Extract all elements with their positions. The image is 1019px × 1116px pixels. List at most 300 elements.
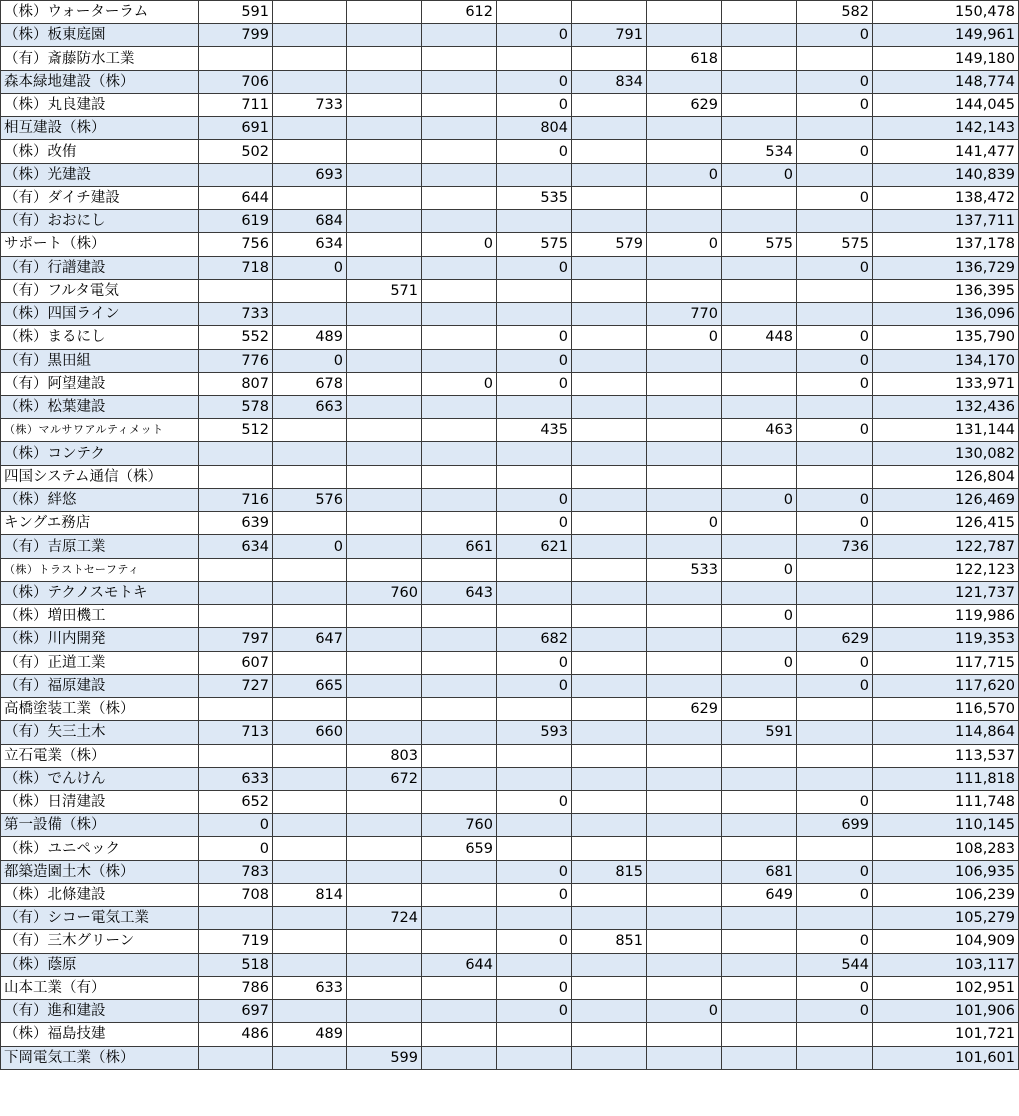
table-row bbox=[1, 395, 1019, 418]
score-cell bbox=[422, 674, 497, 697]
score-cell bbox=[273, 651, 347, 674]
score-cell: 619 bbox=[199, 210, 273, 233]
score-cell bbox=[199, 279, 273, 302]
score-cell: 575 bbox=[497, 233, 572, 256]
score-cell bbox=[647, 837, 722, 860]
company-name-cell: （有）阿望建設 bbox=[1, 372, 199, 395]
score-cell bbox=[647, 953, 722, 976]
total-cell: 131,144 bbox=[873, 419, 1019, 442]
score-cell bbox=[273, 605, 347, 628]
score-cell: 534 bbox=[722, 140, 797, 163]
score-cell: 533 bbox=[647, 558, 722, 581]
company-name-cell: （株）北條建設 bbox=[1, 883, 199, 906]
score-cell bbox=[722, 837, 797, 860]
score-cell bbox=[347, 210, 422, 233]
score-cell bbox=[347, 721, 422, 744]
score-cell: 760 bbox=[422, 814, 497, 837]
score-cell: 0 bbox=[497, 24, 572, 47]
score-cell bbox=[347, 512, 422, 535]
score-cell: 0 bbox=[722, 605, 797, 628]
score-cell bbox=[647, 1023, 722, 1046]
total-cell: 101,906 bbox=[873, 1000, 1019, 1023]
score-cell bbox=[572, 395, 647, 418]
score-cell: 0 bbox=[797, 651, 873, 674]
company-name-cell: 第一設備（株） bbox=[1, 814, 199, 837]
table-row bbox=[1, 186, 1019, 209]
score-cell: 621 bbox=[497, 535, 572, 558]
company-name-cell: （株）松葉建設 bbox=[1, 395, 199, 418]
company-name-cell: （有）進和建設 bbox=[1, 1000, 199, 1023]
score-cell bbox=[722, 24, 797, 47]
score-cell bbox=[422, 326, 497, 349]
score-cell bbox=[797, 210, 873, 233]
score-cell: 770 bbox=[647, 303, 722, 326]
score-cell bbox=[797, 767, 873, 790]
score-cell: 512 bbox=[199, 419, 273, 442]
score-cell bbox=[497, 47, 572, 70]
score-cell bbox=[647, 70, 722, 93]
score-cell: 678 bbox=[273, 372, 347, 395]
score-cell: 0 bbox=[497, 976, 572, 999]
score-cell: 0 bbox=[497, 860, 572, 883]
total-cell: 133,971 bbox=[873, 372, 1019, 395]
score-cell: 489 bbox=[273, 1023, 347, 1046]
total-cell: 119,353 bbox=[873, 628, 1019, 651]
score-cell bbox=[797, 163, 873, 186]
score-cell bbox=[347, 883, 422, 906]
total-cell: 141,477 bbox=[873, 140, 1019, 163]
score-cell: 660 bbox=[273, 721, 347, 744]
score-cell bbox=[273, 907, 347, 930]
score-cell: 0 bbox=[497, 70, 572, 93]
score-cell bbox=[273, 419, 347, 442]
score-cell bbox=[347, 24, 422, 47]
score-cell: 0 bbox=[497, 1000, 572, 1023]
score-cell bbox=[797, 465, 873, 488]
score-cell: 665 bbox=[273, 674, 347, 697]
score-cell bbox=[422, 767, 497, 790]
total-cell: 137,178 bbox=[873, 233, 1019, 256]
total-cell: 149,961 bbox=[873, 24, 1019, 47]
score-cell: 634 bbox=[273, 233, 347, 256]
score-cell: 576 bbox=[273, 488, 347, 511]
company-name-cell: （有）行譜建設 bbox=[1, 256, 199, 279]
total-cell: 105,279 bbox=[873, 907, 1019, 930]
score-cell: 786 bbox=[199, 976, 273, 999]
company-name-cell: （株）マルサワアルティメット bbox=[1, 419, 199, 442]
score-cell bbox=[572, 883, 647, 906]
score-cell: 0 bbox=[797, 70, 873, 93]
score-cell bbox=[572, 326, 647, 349]
score-cell bbox=[797, 303, 873, 326]
score-cell bbox=[199, 907, 273, 930]
table-row bbox=[1, 372, 1019, 395]
total-cell: 103,117 bbox=[873, 953, 1019, 976]
score-cell bbox=[347, 488, 422, 511]
score-cell bbox=[722, 303, 797, 326]
company-name-cell: 相互建設（株） bbox=[1, 117, 199, 140]
score-cell: 579 bbox=[572, 233, 647, 256]
score-cell: 435 bbox=[497, 419, 572, 442]
score-cell bbox=[647, 907, 722, 930]
table-row bbox=[1, 907, 1019, 930]
score-cell bbox=[797, 698, 873, 721]
score-cell: 0 bbox=[497, 372, 572, 395]
score-cell bbox=[572, 767, 647, 790]
score-cell: 0 bbox=[722, 163, 797, 186]
score-cell bbox=[647, 1, 722, 24]
score-cell bbox=[422, 721, 497, 744]
score-cell: 0 bbox=[497, 930, 572, 953]
score-cell bbox=[422, 395, 497, 418]
score-cell bbox=[572, 744, 647, 767]
table-row bbox=[1, 767, 1019, 790]
score-cell: 815 bbox=[572, 860, 647, 883]
table-row bbox=[1, 721, 1019, 744]
table-row bbox=[1, 1000, 1019, 1023]
total-cell: 136,096 bbox=[873, 303, 1019, 326]
company-name-cell: （有）斎藤防水工業 bbox=[1, 47, 199, 70]
score-cell bbox=[422, 210, 497, 233]
total-cell: 114,864 bbox=[873, 721, 1019, 744]
score-cell bbox=[347, 1023, 422, 1046]
company-name-cell: （有）吉原工業 bbox=[1, 535, 199, 558]
score-cell: 643 bbox=[422, 581, 497, 604]
company-name-cell: （株）コンテク bbox=[1, 442, 199, 465]
table-row bbox=[1, 1046, 1019, 1069]
score-cell bbox=[647, 605, 722, 628]
score-cell bbox=[497, 767, 572, 790]
company-name-cell: （株）丸良建設 bbox=[1, 93, 199, 116]
table-row bbox=[1, 674, 1019, 697]
score-cell bbox=[647, 488, 722, 511]
total-cell: 140,839 bbox=[873, 163, 1019, 186]
company-name-cell: （株）日清建設 bbox=[1, 790, 199, 813]
score-cell: 544 bbox=[797, 953, 873, 976]
table-row bbox=[1, 698, 1019, 721]
score-cell bbox=[647, 628, 722, 651]
table-row bbox=[1, 93, 1019, 116]
score-cell: 639 bbox=[199, 512, 273, 535]
score-cell bbox=[722, 1, 797, 24]
score-cell bbox=[572, 907, 647, 930]
score-cell bbox=[347, 47, 422, 70]
total-cell: 111,818 bbox=[873, 767, 1019, 790]
score-cell bbox=[422, 442, 497, 465]
score-cell bbox=[647, 930, 722, 953]
score-cell bbox=[347, 814, 422, 837]
score-cell bbox=[422, 47, 497, 70]
score-cell: 716 bbox=[199, 488, 273, 511]
total-cell: 102,951 bbox=[873, 976, 1019, 999]
score-cell: 607 bbox=[199, 651, 273, 674]
score-cell bbox=[797, 117, 873, 140]
score-cell bbox=[273, 442, 347, 465]
score-cell: 0 bbox=[797, 790, 873, 813]
score-cell bbox=[572, 93, 647, 116]
table-row bbox=[1, 419, 1019, 442]
score-cell: 0 bbox=[797, 488, 873, 511]
score-cell bbox=[347, 117, 422, 140]
score-cell bbox=[572, 372, 647, 395]
score-cell bbox=[722, 465, 797, 488]
score-cell: 0 bbox=[647, 163, 722, 186]
score-cell bbox=[422, 651, 497, 674]
table-row bbox=[1, 349, 1019, 372]
score-cell bbox=[647, 24, 722, 47]
company-name-cell: （有）福原建設 bbox=[1, 674, 199, 697]
score-cell bbox=[647, 651, 722, 674]
score-cell bbox=[347, 303, 422, 326]
score-cell bbox=[422, 349, 497, 372]
score-cell bbox=[422, 976, 497, 999]
score-cell bbox=[347, 1000, 422, 1023]
score-cell bbox=[497, 1046, 572, 1069]
score-cell: 799 bbox=[199, 24, 273, 47]
score-cell: 733 bbox=[273, 93, 347, 116]
score-cell bbox=[273, 581, 347, 604]
score-cell bbox=[273, 744, 347, 767]
score-cell bbox=[273, 465, 347, 488]
score-cell bbox=[572, 1023, 647, 1046]
score-cell: 593 bbox=[497, 721, 572, 744]
score-cell: 0 bbox=[797, 976, 873, 999]
score-cell bbox=[647, 419, 722, 442]
score-cell bbox=[497, 163, 572, 186]
score-cell: 0 bbox=[497, 326, 572, 349]
score-cell bbox=[199, 1046, 273, 1069]
score-cell bbox=[347, 953, 422, 976]
total-cell: 137,711 bbox=[873, 210, 1019, 233]
score-cell: 713 bbox=[199, 721, 273, 744]
score-cell bbox=[647, 256, 722, 279]
score-cell: 0 bbox=[497, 651, 572, 674]
score-cell bbox=[722, 442, 797, 465]
table-row bbox=[1, 558, 1019, 581]
table-row bbox=[1, 279, 1019, 302]
score-cell bbox=[722, 814, 797, 837]
score-cell bbox=[273, 303, 347, 326]
score-cell bbox=[722, 47, 797, 70]
score-cell bbox=[422, 1000, 497, 1023]
score-cell: 727 bbox=[199, 674, 273, 697]
score-cell: 0 bbox=[797, 93, 873, 116]
total-cell: 122,123 bbox=[873, 558, 1019, 581]
score-cell bbox=[347, 790, 422, 813]
score-cell bbox=[647, 976, 722, 999]
company-name-cell: 立石電業（株） bbox=[1, 744, 199, 767]
score-cell bbox=[422, 303, 497, 326]
score-cell: 0 bbox=[797, 419, 873, 442]
score-cell bbox=[572, 790, 647, 813]
score-cell bbox=[647, 395, 722, 418]
score-cell: 0 bbox=[647, 1000, 722, 1023]
score-cell bbox=[572, 256, 647, 279]
score-cell bbox=[422, 140, 497, 163]
total-cell: 126,415 bbox=[873, 512, 1019, 535]
company-name-cell: （株）四国ライン bbox=[1, 303, 199, 326]
company-name-cell: （有）黒田組 bbox=[1, 349, 199, 372]
company-name-cell: （株）増田機工 bbox=[1, 605, 199, 628]
score-cell bbox=[647, 349, 722, 372]
score-cell: 591 bbox=[722, 721, 797, 744]
score-cell: 575 bbox=[722, 233, 797, 256]
score-cell: 0 bbox=[497, 790, 572, 813]
score-cell: 571 bbox=[347, 279, 422, 302]
company-name-cell: （有）ダイチ建設 bbox=[1, 186, 199, 209]
score-cell: 0 bbox=[722, 558, 797, 581]
score-cell: 0 bbox=[273, 349, 347, 372]
table-row bbox=[1, 326, 1019, 349]
company-name-cell: 下岡電気工業（株） bbox=[1, 1046, 199, 1069]
score-cell: 691 bbox=[199, 117, 273, 140]
score-cell bbox=[797, 442, 873, 465]
company-name-cell: （株）光建設 bbox=[1, 163, 199, 186]
score-cell bbox=[647, 581, 722, 604]
score-cell bbox=[722, 976, 797, 999]
score-cell bbox=[572, 605, 647, 628]
score-cell bbox=[647, 372, 722, 395]
score-cell bbox=[797, 837, 873, 860]
score-cell bbox=[422, 117, 497, 140]
score-cell: 851 bbox=[572, 930, 647, 953]
score-cell bbox=[273, 837, 347, 860]
score-cell bbox=[572, 488, 647, 511]
company-name-cell: 高橋塗装工業（株） bbox=[1, 698, 199, 721]
score-cell bbox=[497, 442, 572, 465]
score-cell: 644 bbox=[199, 186, 273, 209]
score-cell bbox=[797, 721, 873, 744]
company-name-cell: （株）福島技建 bbox=[1, 1023, 199, 1046]
table-row bbox=[1, 140, 1019, 163]
score-cell: 724 bbox=[347, 907, 422, 930]
score-cell: 661 bbox=[422, 535, 497, 558]
score-cell: 0 bbox=[497, 256, 572, 279]
total-cell: 142,143 bbox=[873, 117, 1019, 140]
table-row bbox=[1, 1, 1019, 24]
score-cell bbox=[497, 698, 572, 721]
score-cell: 718 bbox=[199, 256, 273, 279]
score-cell: 629 bbox=[797, 628, 873, 651]
score-cell bbox=[273, 512, 347, 535]
score-cell bbox=[273, 953, 347, 976]
table-row bbox=[1, 930, 1019, 953]
table-row bbox=[1, 651, 1019, 674]
score-cell bbox=[647, 279, 722, 302]
total-cell: 148,774 bbox=[873, 70, 1019, 93]
score-cell bbox=[497, 279, 572, 302]
score-cell: 0 bbox=[797, 140, 873, 163]
company-name-cell: 四国システム通信（株） bbox=[1, 465, 199, 488]
score-cell bbox=[347, 395, 422, 418]
score-cell bbox=[722, 767, 797, 790]
score-cell bbox=[497, 814, 572, 837]
score-cell bbox=[199, 465, 273, 488]
company-name-cell: （株）蔭原 bbox=[1, 953, 199, 976]
company-name-cell: 山本工業（有） bbox=[1, 976, 199, 999]
score-cell bbox=[647, 767, 722, 790]
score-cell bbox=[347, 140, 422, 163]
score-cell: 699 bbox=[797, 814, 873, 837]
score-cell bbox=[722, 907, 797, 930]
score-cell bbox=[199, 558, 273, 581]
score-cell: 776 bbox=[199, 349, 273, 372]
score-cell: 582 bbox=[797, 1, 873, 24]
score-cell bbox=[273, 1046, 347, 1069]
score-cell bbox=[572, 163, 647, 186]
table-row bbox=[1, 814, 1019, 837]
score-cell: 0 bbox=[199, 837, 273, 860]
score-cell: 693 bbox=[273, 163, 347, 186]
total-cell: 117,715 bbox=[873, 651, 1019, 674]
score-cell bbox=[347, 1, 422, 24]
score-cell: 618 bbox=[647, 47, 722, 70]
company-name-cell: （有）正道工業 bbox=[1, 651, 199, 674]
score-cell bbox=[273, 558, 347, 581]
table-row bbox=[1, 488, 1019, 511]
table-row bbox=[1, 465, 1019, 488]
table-row bbox=[1, 883, 1019, 906]
score-cell bbox=[347, 674, 422, 697]
score-cell bbox=[572, 349, 647, 372]
score-cell bbox=[422, 488, 497, 511]
total-cell: 110,145 bbox=[873, 814, 1019, 837]
company-name-cell: （株）でんけん bbox=[1, 767, 199, 790]
score-cell bbox=[722, 279, 797, 302]
score-cell bbox=[572, 558, 647, 581]
score-cell bbox=[722, 953, 797, 976]
score-cell bbox=[347, 558, 422, 581]
company-name-cell: （株）まるにし bbox=[1, 326, 199, 349]
score-cell bbox=[647, 1046, 722, 1069]
score-cell bbox=[572, 1000, 647, 1023]
score-cell: 0 bbox=[273, 535, 347, 558]
score-cell bbox=[647, 186, 722, 209]
score-cell bbox=[722, 372, 797, 395]
score-cell bbox=[572, 279, 647, 302]
score-cell: 0 bbox=[797, 349, 873, 372]
score-cell: 578 bbox=[199, 395, 273, 418]
score-cell bbox=[797, 907, 873, 930]
score-cell bbox=[422, 860, 497, 883]
score-cell bbox=[572, 976, 647, 999]
score-cell bbox=[422, 558, 497, 581]
score-cell: 518 bbox=[199, 953, 273, 976]
score-cell bbox=[572, 1, 647, 24]
score-cell bbox=[722, 70, 797, 93]
score-cell: 791 bbox=[572, 24, 647, 47]
score-cell bbox=[797, 1046, 873, 1069]
score-cell bbox=[647, 814, 722, 837]
table-row bbox=[1, 790, 1019, 813]
total-cell: 101,601 bbox=[873, 1046, 1019, 1069]
score-cell bbox=[722, 581, 797, 604]
score-cell bbox=[572, 814, 647, 837]
score-cell: 535 bbox=[497, 186, 572, 209]
score-cell bbox=[722, 790, 797, 813]
score-cell bbox=[273, 279, 347, 302]
score-cell bbox=[572, 651, 647, 674]
score-cell bbox=[722, 210, 797, 233]
score-cell: 0 bbox=[797, 883, 873, 906]
score-cell bbox=[722, 535, 797, 558]
total-cell: 111,748 bbox=[873, 790, 1019, 813]
score-cell: 0 bbox=[797, 186, 873, 209]
total-cell: 126,804 bbox=[873, 465, 1019, 488]
score-cell: 0 bbox=[497, 488, 572, 511]
score-cell bbox=[422, 930, 497, 953]
score-cell bbox=[722, 628, 797, 651]
